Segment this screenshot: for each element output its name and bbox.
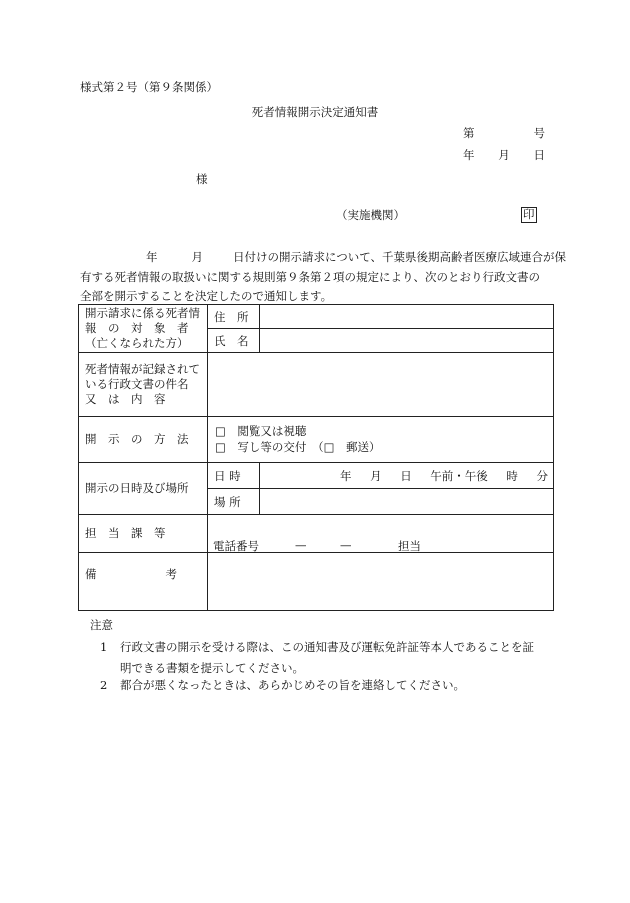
address-field[interactable] [260,305,554,329]
place-field[interactable] [260,489,554,515]
remarks-field[interactable] [208,553,554,611]
form-number: 様式第２号（第９条関係） [80,80,218,94]
section-label-cell [79,515,208,553]
method-option-copy[interactable]: □ 写し等の交付 （□ 郵送） [215,439,381,454]
in-charge-label: 担当 [398,539,421,553]
method-label-cell [79,417,208,463]
note-line: 明できる書類を提示してください。 [120,661,304,675]
phone-dash-2: — [340,538,352,552]
datetime-template [260,468,553,484]
requester-label-cell [79,305,208,353]
paragraph-line-1 [80,248,567,268]
remarks-label-cell [79,553,208,611]
dt-day: 日 [400,468,412,483]
requester-label-line-2: 報 の 対 象 者 [85,321,189,335]
document-label-line-2: いる行政文書の件名 [85,377,189,391]
notice-paragraph [80,248,567,307]
note-item [100,675,552,696]
name-field[interactable] [260,329,554,353]
dt-hour: 時 [506,468,518,483]
datetime-field[interactable] [260,463,554,489]
document-label-line-3: 又 は 内 容 [85,392,166,406]
dt-month: 月 [370,468,382,483]
paragraph-line-1-text: 日付けの開示請求について、千葉県後期高齢者医療広域連合が保 [233,250,567,264]
request-month: 月 [191,250,203,264]
note-line: 行政文書の開示を受ける際は、この通知書及び運転免許証等本人であることを証 [120,640,534,654]
datetime-place-label: 開示の日時及び場所 [85,481,189,495]
address-label: 住 所 [208,305,260,329]
document-field[interactable] [208,353,554,417]
date-month: 月 [498,148,510,162]
section-field[interactable] [208,515,554,553]
recipient-honorific: 様 [196,172,208,186]
requester-label-line-1: 開示請求に係る死者情 [85,306,200,320]
document-number-line [463,128,545,140]
section-label: 担 当 課 等 [85,526,166,540]
phone-label: 電話番号 [213,539,259,553]
dt-year: 年 [340,468,352,483]
place-label: 場 所 [208,489,260,515]
method-options-cell [208,417,554,463]
note-item [100,637,552,679]
document-label-line-1: 死者情報が記録されて [85,362,200,376]
note-number: 2 [100,678,108,692]
datetime-place-label-cell [79,463,208,515]
issue-date-line [463,150,545,162]
name-label: 氏 名 [208,329,260,353]
request-year: 年 [146,250,158,264]
number-suffix: 号 [533,126,545,140]
date-year: 年 [463,148,475,162]
date-day: 日 [533,148,545,162]
method-option-viewing[interactable]: □ 閲覧又は視聴 [215,424,307,438]
requester-label-line-3: （亡くなられた方） [85,336,189,350]
note-number: 1 [100,640,108,654]
note-line: 都合が悪くなったときは、あらかじめその旨を連絡してください。 [120,678,465,692]
number-prefix: 第 [463,126,475,140]
method-label: 開 示 の 方 法 [85,432,189,446]
dt-ampm: 午前・午後 [430,468,488,483]
paragraph-line-3: 全部を開示することを決定したので通知します。 [80,289,333,303]
seal-mark: 印 [523,207,535,221]
notes-title: 注意 [90,618,113,632]
remarks-label: 備 考 [85,567,177,581]
disclosure-form-table [78,304,554,611]
dt-minute: 分 [536,468,548,483]
issuer-label: （実施機関） [336,208,405,222]
document-label-cell [79,353,208,417]
paragraph-line-2: 有する死者情報の取扱いに関する規則第９条第２項の規定により、次のとおり行政文書の [80,269,540,284]
datetime-label: 日 時 [208,463,260,489]
phone-dash-1: — [295,538,307,552]
document-title: 死者情報開示決定通知書 [251,105,379,119]
